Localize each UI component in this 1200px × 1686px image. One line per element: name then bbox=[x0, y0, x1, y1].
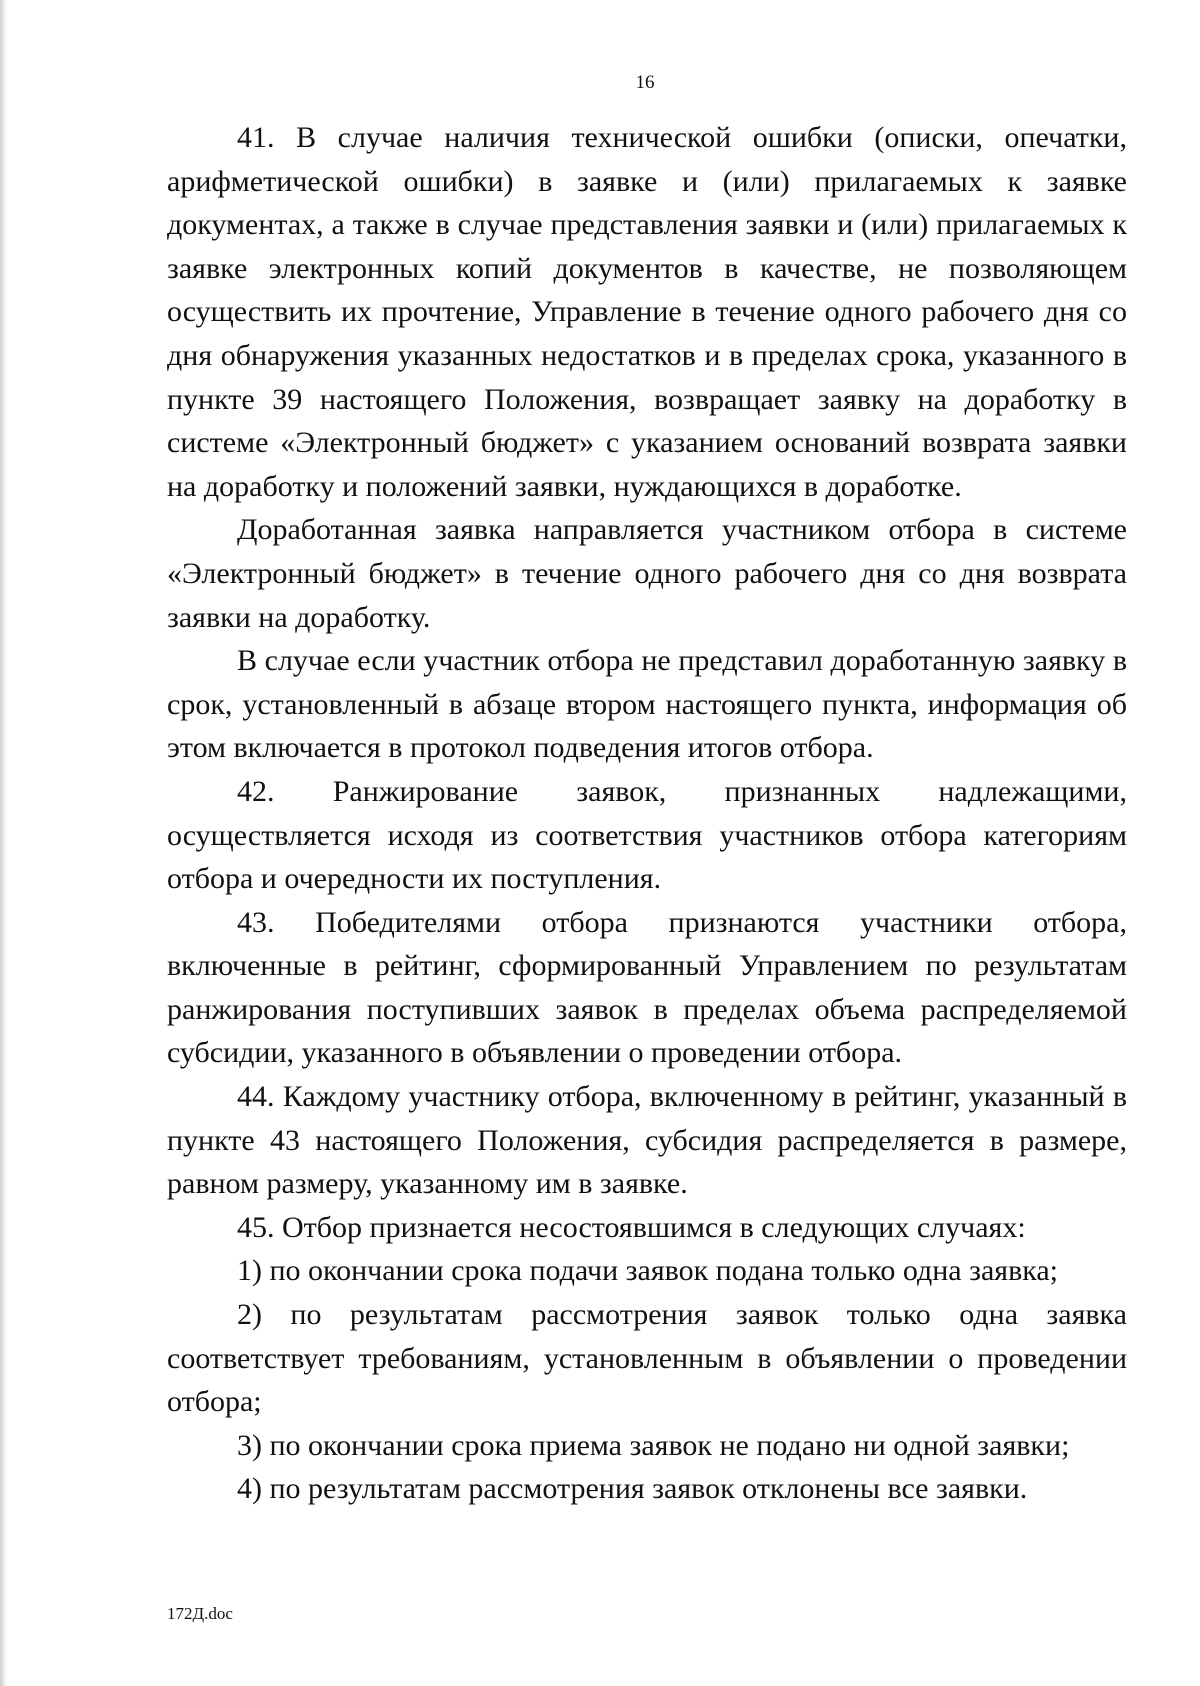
paragraph-44: 44. Каждому участнику отбора, включенному в рейтинг, указанный в пункте 43 настоящего Положения, субсидия распределяется в размере, равном размеру, указанному им в заявке. bbox=[167, 1080, 1127, 1201]
paragraph-42: 42. Ранжирование заявок, признанных надлежащими, осуществляется исходя из соответствия участников отбора категориям отбора и очередности их поступления. bbox=[167, 774, 1127, 896]
paragraph-41: 41. В случае наличия технической ошибки (описки, опечатки, арифметической ошибки) в заявке и (или) прилагаемых к заявке документах, а также в случае представления заявки и (или) прилагаемых к заявке электронных копий документов в качестве, не позволяющем осуществить их прочтение, Управление в течение одного рабочего дня со дня обнаружения указанных недостатков и в пределах срока, указанного в пункте 39 настоящего Положения, возвращает заявку на доработку в системе «Электронный бюджет» с указанием оснований возврата заявки на доработку и положений заявки, нуждающихся в доработке. bbox=[167, 121, 1127, 503]
scan-edge bbox=[0, 0, 8, 1686]
paragraph-41-not-submitted: В случае если участник отбора не представил доработанную заявку в срок, установленный в абзаце втором настоящего пункта, информация об этом включается в протокол подведения итогов отбора. bbox=[167, 644, 1127, 765]
paragraph-41-revised-application: Доработанная заявка направляется участником отбора в системе «Электронный бюджет» в течение одного рабочего дня со дня возврата заявки на доработку. bbox=[167, 513, 1127, 634]
footer-file-name: 172Д.doc bbox=[167, 1604, 233, 1623]
document-body bbox=[167, 116, 1127, 1511]
list-item-2: 2) по результатам рассмотрения заявок только одна заявка соответствует требованиям, установленным в объявлении о проведении отбора; bbox=[167, 1298, 1127, 1419]
page-number: 16 bbox=[635, 72, 655, 93]
paragraph-45: 45. Отбор признается несостоявшимся в следующих случаях: bbox=[237, 1210, 1026, 1244]
paragraph-43: 43. Победителями отбора признаются участники отбора, включенные в рейтинг, сформированный Управлением по результатам ранжирования поступивших заявок в пределах объема распределяемой субсидии, указанного в объявлении о проведении отбора. bbox=[167, 905, 1127, 1070]
list-item-4: 4) по результатам рассмотрения заявок отклонены все заявки. bbox=[237, 1472, 1028, 1506]
list-item-3: 3) по окончании срока приема заявок не подано ни одной заявки; bbox=[237, 1428, 1070, 1462]
list-item-1: 1) по окончании срока подачи заявок подана только одна заявка; bbox=[237, 1254, 1059, 1288]
